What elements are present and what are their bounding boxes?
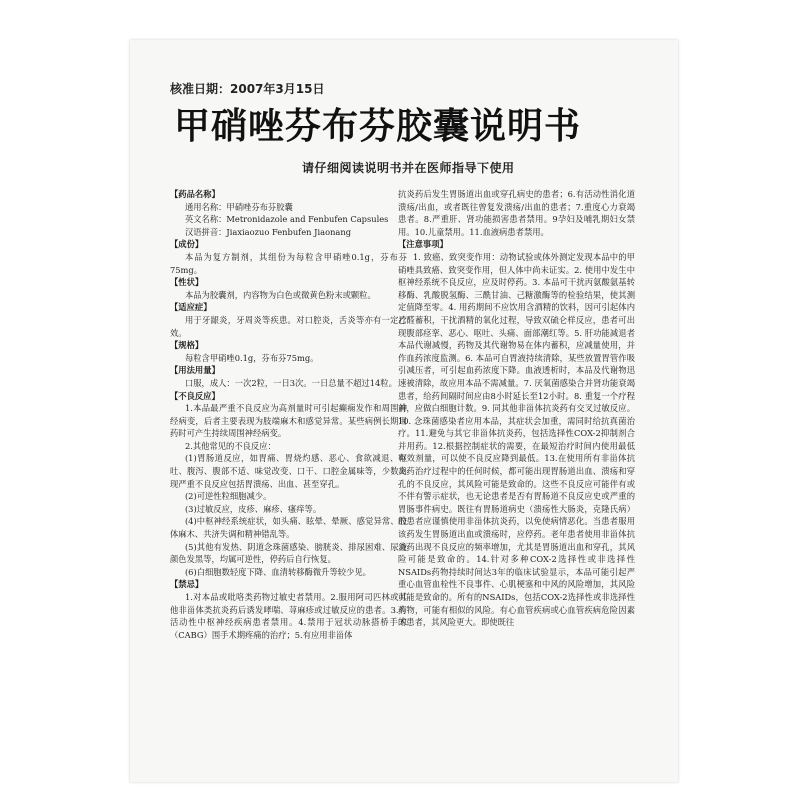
precautions-text: 1. 致癌、致突变作用：动物试验或体外测定发现本品中的甲硝唑具致癌、致突变作用，但人体中尚未证实。2. 使用中发生中枢神经系统不良反应，应及时停药。3. 本品可干扰丙氨酸氨基转移酶、乳酸脱氢酶、三酰甘油、己糖激酶等的检验结果，使其测定值降至零。4. 用药期间不应饮用含酒精的饮料，因可引起体内乙醛蓄积，干扰酒精的氧化过程，导致双硫仑样反应，患者可出现腹部痉挛、恶心、呕吐、头痛、面部潮红等。5. 肝功能减退者本品代谢减慢，药物及其代谢物易在体内蓄积，应减量使用，并作血药浓度监测。6. 本品可自胃液持续清除，某些放置胃管作吸引减压者，可引起血药浓度下降。血液透析时，本品及代谢物迅速被清除，故应用本品不需减量。7. 厌氧菌感染合并肾功能衰竭患者，给药间隔时间应由8小时延长至12小时。8. 重复一个疗程前，应做白细胞计数。9. 同其他非甾体抗炎药有交叉过敏反应。10. 念珠菌感染者应用本品，其症状会加重，需同时给抗真菌治疗。11.避免与其它非甾体抗炎药，包括选择性COX-2抑制剂合并用药。12.根据控制症状的需要，在最短治疗时间内使用最低有效剂量，可以使不良反应降到最低。13.在使用所有非甾体抗炎药治疗过程中的任何时候，都可能出现胃肠道出血、溃疡和穿孔的不良反应，其风险可能是致命的。这些不良反应可能伴有或不伴有警示症状，也无论患者是否有胃肠道不良反应史或严重的胃肠事件病史。既往有胃肠道病史（溃疡性大肠炎，克隆氏病）的患者应谨慎使用非甾体抗炎药，以免使病情恶化。当患者服用该药发生胃肠道出血或溃疡时，应停药。老年患者使用非甾体抗炎药出现不良反应的频率增加，尤其是胃肠道出血和穿孔，其风险可能是致命的。14.针对多种COX-2选择性或非选择性NSAIDs药物持续时间达3年的临床试验显示，本品可能引起严重心血管血栓性不良事件、心肌梗塞和中风的风险增加，其风险可能是致命的。所有的NSAIDs，包括COX-2选择性或非选择性药物，可能有相似的风险。有心血管疾病或心血管疾病危险因素的患者，其风险更大。即使既往 (398, 251, 635, 628)
pinyin-name: 汉语拼音：Jiaxiaozuo Fenbufen Jiaonang (184, 226, 352, 237)
contraindications-text: 1.对本品或吡咯类药物过敏史者禁用。2.服用阿司匹林或其他非甾体类抗炎药后诱发哮喘、荨麻疹或过敏反应的患者。3.有活动性中枢神经疾病患者禁用。4.禁用于冠状动脉搭桥手术（CABG）围手术期疼痛的治疗；5.有应用非甾体 (170, 592, 407, 640)
english-name: 英文名称：Metronidazole and Fenbufen Capsules (184, 214, 389, 225)
document-title: 甲硝唑芬布芬胶囊说明书 (174, 106, 582, 147)
left-column (170, 188, 407, 641)
specification-text: 每粒含甲硝唑0.1g，芬布芬75mg。 (184, 352, 319, 363)
section-heading-adverse-reactions: 【不良反应】 (170, 390, 220, 401)
indications-text: 用于牙龈炎，牙周炎等疾患。对口腔炎，舌炎等亦有一定疗效。 (170, 314, 407, 338)
adverse-reaction-2-5: (5)其他有发热、阴道念珠菌感染、膀胱炎、排尿困难、尿液颜色发黑等，均属可逆性，停药后自行恢复。 (170, 541, 407, 565)
description-text: 本品为胶囊剂，内容物为白色或微黄色粉末或颗粒。 (184, 289, 376, 300)
contraindications-continued: 抗炎药后发生胃肠道出血或穿孔病史的患者；6.有活动性消化道溃疡/出血，或者既往曾复发溃疡/出血的患者；7.重度心力衰竭患者。8.严重肝、肾功能损害患者禁用。9孕妇及哺乳期妇女禁用。10.儿童禁用。11.血液病患者禁用。 (398, 189, 635, 237)
generic-name: 通用名称：甲硝唑芬布芬胶囊 (184, 201, 293, 212)
adverse-reaction-2: 2.其他常见的不良反应： (184, 440, 276, 451)
leaflet-page (130, 40, 678, 782)
section-heading-indications: 【适应症】 (170, 302, 212, 313)
approval-date: 核准日期：2007年3月15日 (170, 82, 325, 96)
section-heading-ingredients: 【成份】 (170, 239, 204, 250)
ingredients-text: 本品为复方制剂，其组份为每粒含甲硝唑0.1g，芬布芬75mg。 (170, 251, 407, 275)
adverse-reaction-2-1: (1)胃肠道反应，如胃痛、胃烧灼感、恶心、食欲减退、呕吐、腹泻、腹部不适、味觉改变、口干、口腔金属味等，少数出现严重不良反应包括胃溃疡、出血、甚至穿孔。 (170, 453, 407, 489)
section-heading-drug-name: 【药品名称】 (170, 189, 220, 199)
dosage-text: 口服，成人：一次2粒，一日3次。一日总量不超过14粒。 (184, 377, 397, 388)
section-heading-contraindications: 【禁忌】 (170, 579, 204, 590)
adverse-reaction-2-2: (2)可逆性粒细胞减少。 (184, 491, 272, 502)
adverse-reaction-2-4: (4)中枢神经系统症状，如头痛、眩晕、晕厥、感觉异常、肢体麻木、共济失调和精神错乱等。 (170, 516, 407, 540)
right-column (398, 188, 635, 629)
document-subtitle: 请仔细阅读说明书并在医师指导下使用 (302, 161, 515, 175)
adverse-reaction-1: 1.本品最严重不良反应为高剂量时可引起癫痫发作和周围神经病变，后者主要表现为肢端麻木和感觉异常。某些病例长期用药时可产生持续周围神经病变。 (170, 403, 407, 439)
section-heading-specification: 【规格】 (170, 340, 204, 351)
section-heading-dosage: 【用法用量】 (170, 365, 220, 376)
section-heading-precautions: 【注意事项】 (398, 239, 448, 250)
adverse-reaction-2-3: (3)过敏反应，皮疹、麻疹、瘙痒等。 (184, 503, 322, 514)
section-heading-description: 【性状】 (170, 277, 204, 288)
adverse-reaction-2-6: (6)白细胞数轻度下降、血清转移酶微升等较少见。 (184, 566, 371, 577)
